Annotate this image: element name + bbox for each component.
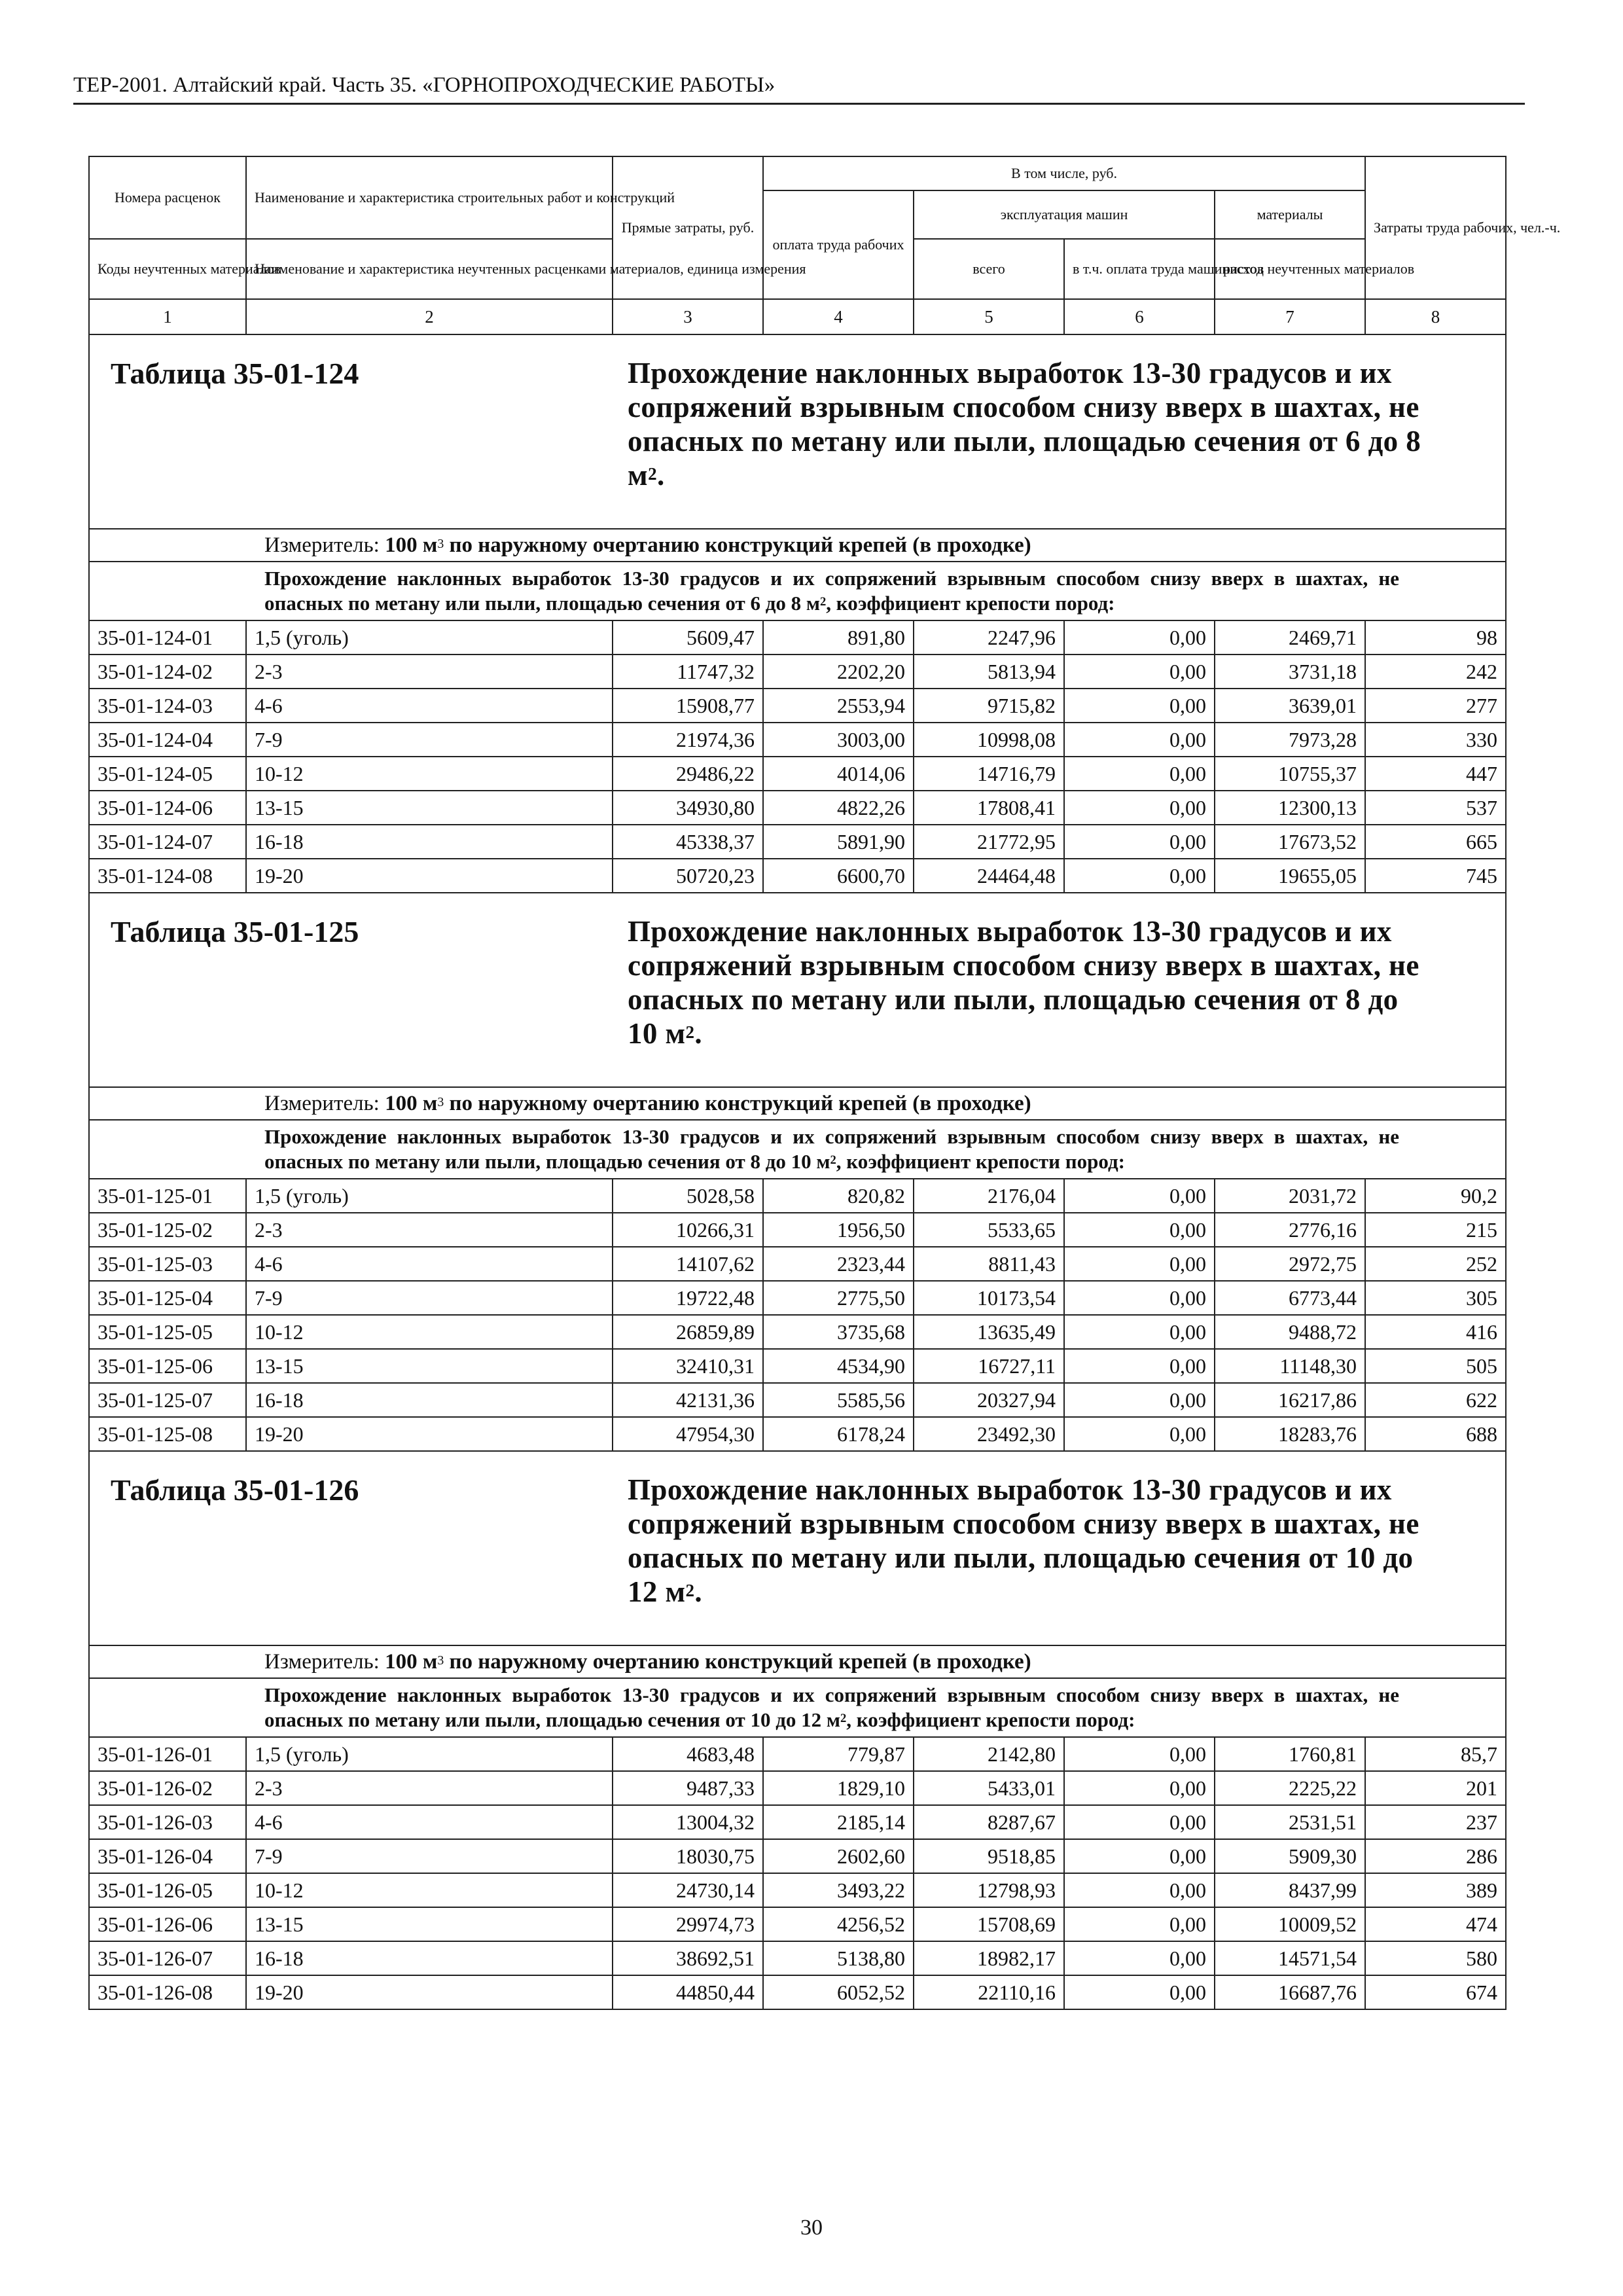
table-heading-end: . (656, 459, 665, 492)
description-sup: 2 (840, 1712, 847, 1725)
labor-hours: 277 (1365, 689, 1506, 723)
direct-costs: 29486,22 (613, 757, 763, 791)
table-row (89, 620, 1506, 655)
meter-sup: 3 (437, 1095, 444, 1109)
direct-costs: 10266,31 (613, 1213, 763, 1247)
description-text: Прохождение наклонных выработок 13-30 градусов и их сопряжений взрывным способом снизу вверх в шахтах, не опасных по метану или пыли, площадью сечения от 8 до 10 м (264, 1125, 1400, 1173)
machinist-wages: 0,00 (1064, 620, 1215, 655)
table-row (89, 1247, 1506, 1281)
machine-costs: 9715,82 (914, 689, 1064, 723)
machine-costs: 21772,95 (914, 825, 1064, 859)
meter-text: по наружному очертанию конструкций крепей (в проходке) (449, 533, 1031, 557)
machinist-wages: 0,00 (1064, 1349, 1215, 1383)
rate-code: 35-01-125-05 (89, 1315, 246, 1349)
work-description (98, 562, 1497, 620)
rate-code: 35-01-126-08 (89, 1975, 246, 2009)
table-title-row (89, 334, 1506, 529)
header-name-bottom: Наименование и характеристика неучтенных расценками материалов, единица измерения (246, 239, 613, 299)
direct-costs: 42131,36 (613, 1383, 763, 1417)
table-row (89, 1975, 1506, 2009)
labor-hours: 674 (1365, 1975, 1506, 2009)
unaccounted-materials: 2469,71 (1215, 620, 1365, 655)
labor-hours: 505 (1365, 1349, 1506, 1383)
table-heading-text: Прохождение наклонных выработок 13-30 градусов и их сопряжений взрывным способом снизу вверх в шахтах, не опасных по метану или пыли, площадью сечения от 10 до 12 м (628, 1473, 1419, 1608)
worker-wages: 1829,10 (763, 1771, 914, 1805)
rate-code: 35-01-125-04 (89, 1281, 246, 1315)
meter-sup: 3 (437, 1653, 444, 1668)
table-row (89, 1281, 1506, 1315)
unaccounted-materials: 5909,30 (1215, 1839, 1365, 1873)
rock-hardness: 4-6 (246, 1805, 613, 1839)
machine-costs: 22110,16 (914, 1975, 1064, 2009)
labor-hours: 85,7 (1365, 1737, 1506, 1771)
worker-wages: 5585,56 (763, 1383, 914, 1417)
rate-code: 35-01-126-01 (89, 1737, 246, 1771)
rock-hardness: 1,5 (уголь) (246, 1737, 613, 1771)
rate-code: 35-01-125-03 (89, 1247, 246, 1281)
rate-code: 35-01-124-04 (89, 723, 246, 757)
rate-code: 35-01-124-02 (89, 655, 246, 689)
unaccounted-materials: 7973,28 (1215, 723, 1365, 757)
labor-hours: 745 (1365, 859, 1506, 893)
rate-code: 35-01-124-07 (89, 825, 246, 859)
column-number: 2 (246, 299, 613, 334)
worker-wages: 2775,50 (763, 1281, 914, 1315)
machinist-wages: 0,00 (1064, 655, 1215, 689)
table-row (89, 859, 1506, 893)
worker-wages: 4534,90 (763, 1349, 914, 1383)
header-name-top: Наименование и характеристика строительных работ и конструкций (246, 156, 613, 239)
labor-hours: 201 (1365, 1771, 1506, 1805)
machine-costs: 20327,94 (914, 1383, 1064, 1417)
meter-value: 100 м (385, 533, 438, 557)
table-row (89, 1213, 1506, 1247)
table-row (89, 825, 1506, 859)
meter-line (98, 1088, 1497, 1119)
labor-hours: 688 (1365, 1417, 1506, 1451)
table-row (89, 1349, 1506, 1383)
machine-costs: 2247,96 (914, 620, 1064, 655)
unaccounted-materials: 2531,51 (1215, 1805, 1365, 1839)
machine-costs: 5433,01 (914, 1771, 1064, 1805)
machine-costs: 10998,08 (914, 723, 1064, 757)
rock-hardness: 16-18 (246, 825, 613, 859)
meter-line (98, 1646, 1497, 1677)
machinist-wages: 0,00 (1064, 1281, 1215, 1315)
machine-costs: 2176,04 (914, 1179, 1064, 1213)
machine-costs: 9518,85 (914, 1839, 1064, 1873)
labor-hours: 98 (1365, 620, 1506, 655)
table-row (89, 1805, 1506, 1839)
table-row (89, 1383, 1506, 1417)
worker-wages: 2602,60 (763, 1839, 914, 1873)
rock-hardness: 19-20 (246, 1417, 613, 1451)
labor-hours: 330 (1365, 723, 1506, 757)
direct-costs: 45338,37 (613, 825, 763, 859)
table-row (89, 1907, 1506, 1941)
machinist-wages: 0,00 (1064, 1383, 1215, 1417)
rock-hardness: 16-18 (246, 1941, 613, 1975)
worker-wages: 3735,68 (763, 1315, 914, 1349)
labor-hours: 537 (1365, 791, 1506, 825)
table-label: Таблица 35-01-125 (111, 915, 359, 948)
rock-hardness: 19-20 (246, 1975, 613, 2009)
unaccounted-materials: 10009,52 (1215, 1907, 1365, 1941)
worker-wages: 6052,52 (763, 1975, 914, 2009)
direct-costs: 11747,32 (613, 655, 763, 689)
rate-code: 35-01-125-07 (89, 1383, 246, 1417)
header-machinists-wages: в т.ч. оплата труда машинистов (1064, 239, 1215, 299)
worker-wages: 2323,44 (763, 1247, 914, 1281)
rate-code: 35-01-125-08 (89, 1417, 246, 1451)
unaccounted-materials: 11148,30 (1215, 1349, 1365, 1383)
rate-code: 35-01-126-07 (89, 1941, 246, 1975)
rate-code: 35-01-124-08 (89, 859, 246, 893)
column-number: 7 (1215, 299, 1365, 334)
unaccounted-materials: 18283,76 (1215, 1417, 1365, 1451)
rock-hardness: 10-12 (246, 757, 613, 791)
header-materials-group: материалы (1215, 190, 1365, 239)
direct-costs: 38692,51 (613, 1941, 763, 1975)
labor-hours: 215 (1365, 1213, 1506, 1247)
rock-hardness: 13-15 (246, 791, 613, 825)
meter-line (98, 529, 1497, 561)
column-number: 4 (763, 299, 914, 334)
rock-hardness: 4-6 (246, 689, 613, 723)
labor-hours: 389 (1365, 1873, 1506, 1907)
worker-wages: 5138,80 (763, 1941, 914, 1975)
rate-code: 35-01-124-01 (89, 620, 246, 655)
labor-hours: 665 (1365, 825, 1506, 859)
description-row (89, 1678, 1506, 1737)
rock-hardness: 2-3 (246, 1771, 613, 1805)
description-text: Прохождение наклонных выработок 13-30 градусов и их сопряжений взрывным способом снизу вверх в шахтах, не опасных по метану или пыли, площадью сечения от 10 до 12 м (264, 1683, 1400, 1731)
unaccounted-materials: 1760,81 (1215, 1737, 1365, 1771)
worker-wages: 2553,94 (763, 689, 914, 723)
table-row (89, 1179, 1506, 1213)
worker-wages: 4256,52 (763, 1907, 914, 1941)
machinist-wages: 0,00 (1064, 859, 1215, 893)
direct-costs: 13004,32 (613, 1805, 763, 1839)
direct-costs: 5609,47 (613, 620, 763, 655)
machine-costs: 24464,48 (914, 859, 1064, 893)
machine-costs: 23492,30 (914, 1417, 1064, 1451)
table-row (89, 1771, 1506, 1805)
direct-costs: 47954,30 (613, 1417, 763, 1451)
machinist-wages: 0,00 (1064, 1805, 1215, 1839)
unaccounted-materials: 2225,22 (1215, 1771, 1365, 1805)
table-row (89, 1941, 1506, 1975)
direct-costs: 19722,48 (613, 1281, 763, 1315)
table-row (89, 757, 1506, 791)
machinist-wages: 0,00 (1064, 1873, 1215, 1907)
rock-hardness: 13-15 (246, 1907, 613, 1941)
machine-costs: 13635,49 (914, 1315, 1064, 1349)
table-row (89, 1315, 1506, 1349)
table-title-block (98, 893, 1497, 1086)
unaccounted-materials: 16687,76 (1215, 1975, 1365, 2009)
direct-costs: 34930,80 (613, 791, 763, 825)
table-row (89, 723, 1506, 757)
machine-costs: 5813,94 (914, 655, 1064, 689)
running-head: ТЕР-2001. Алтайский край. Часть 35. «ГОРНОПРОХОДЧЕСКИЕ РАБОТЫ» (73, 73, 1525, 105)
worker-wages: 891,80 (763, 620, 914, 655)
machine-costs: 18982,17 (914, 1941, 1064, 1975)
unaccounted-materials: 12300,13 (1215, 791, 1365, 825)
table-row (89, 1839, 1506, 1873)
rate-code: 35-01-125-06 (89, 1349, 246, 1383)
rock-hardness: 7-9 (246, 1281, 613, 1315)
page-number: 30 (800, 2215, 823, 2240)
worker-wages: 1956,50 (763, 1213, 914, 1247)
direct-costs: 50720,23 (613, 859, 763, 893)
rate-code: 35-01-124-05 (89, 757, 246, 791)
table-label: Таблица 35-01-126 (111, 1473, 359, 1507)
table-row (89, 791, 1506, 825)
worker-wages: 3493,22 (763, 1873, 914, 1907)
column-number: 1 (89, 299, 246, 334)
column-number: 6 (1064, 299, 1215, 334)
labor-hours: 580 (1365, 1941, 1506, 1975)
description-sup: 2 (830, 1153, 836, 1167)
table-heading-text: Прохождение наклонных выработок 13-30 градусов и их сопряжений взрывным способом снизу вверх в шахтах, не опасных по метану или пыли, площадью сечения от 8 до 10 м (628, 915, 1419, 1050)
description-end: , коэффициент крепости пород: (826, 592, 1115, 615)
column-numbers-row (89, 299, 1506, 334)
machinist-wages: 0,00 (1064, 1975, 1215, 2009)
machinist-wages: 0,00 (1064, 1941, 1215, 1975)
description-end: , коэффициент крепости пород: (836, 1150, 1125, 1173)
meter-value: 100 м (385, 1092, 438, 1115)
rock-hardness: 2-3 (246, 655, 613, 689)
meter-prefix: Измеритель: (264, 1650, 380, 1674)
labor-hours: 622 (1365, 1383, 1506, 1417)
labor-hours: 474 (1365, 1907, 1506, 1941)
description-text: Прохождение наклонных выработок 13-30 градусов и их сопряжений взрывным способом снизу вверх в шахтах, не опасных по метану или пыли, площадью сечения от 6 до 8 м (264, 567, 1400, 615)
labor-hours: 252 (1365, 1247, 1506, 1281)
machine-costs: 2142,80 (914, 1737, 1064, 1771)
rate-code: 35-01-125-02 (89, 1213, 246, 1247)
machine-costs: 8287,67 (914, 1805, 1064, 1839)
unaccounted-materials: 10755,37 (1215, 757, 1365, 791)
worker-wages: 6600,70 (763, 859, 914, 893)
rock-hardness: 19-20 (246, 859, 613, 893)
table-heading-end: . (694, 1017, 703, 1050)
direct-costs: 24730,14 (613, 1873, 763, 1907)
rock-hardness: 4-6 (246, 1247, 613, 1281)
labor-hours: 447 (1365, 757, 1506, 791)
description-sup: 2 (820, 595, 827, 609)
machinist-wages: 0,00 (1064, 1179, 1215, 1213)
worker-wages: 2202,20 (763, 655, 914, 689)
table-row (89, 1873, 1506, 1907)
direct-costs: 5028,58 (613, 1179, 763, 1213)
meter-prefix: Измеритель: (264, 533, 380, 557)
unaccounted-materials: 19655,05 (1215, 859, 1365, 893)
meter-value: 100 м (385, 1650, 438, 1674)
rock-hardness: 7-9 (246, 1839, 613, 1873)
meter-prefix: Измеритель: (264, 1092, 380, 1115)
table-title-row (89, 1451, 1506, 1645)
machinist-wages: 0,00 (1064, 1737, 1215, 1771)
direct-costs: 15908,77 (613, 689, 763, 723)
direct-costs: 18030,75 (613, 1839, 763, 1873)
header-codes-top: Номера расценок (89, 156, 246, 239)
table-heading-text: Прохождение наклонных выработок 13-30 градусов и их сопряжений взрывным способом снизу вверх в шахтах, не опасных по метану или пыли, площадью сечения от 6 до 8 м (628, 357, 1421, 492)
table-heading-sup: 2 (685, 1581, 695, 1600)
description-row (89, 562, 1506, 620)
header-wages: оплата труда рабочих (763, 190, 914, 299)
worker-wages: 779,87 (763, 1737, 914, 1771)
meter-row (89, 1645, 1506, 1678)
rock-hardness: 13-15 (246, 1349, 613, 1383)
worker-wages: 5891,90 (763, 825, 914, 859)
unaccounted-materials: 9488,72 (1215, 1315, 1365, 1349)
worker-wages: 3003,00 (763, 723, 914, 757)
header-direct-costs: Прямые затраты, руб. (613, 156, 763, 299)
unaccounted-materials: 8437,99 (1215, 1873, 1365, 1907)
column-number: 5 (914, 299, 1064, 334)
unaccounted-materials: 6773,44 (1215, 1281, 1365, 1315)
rate-code: 35-01-124-06 (89, 791, 246, 825)
machine-costs: 17808,41 (914, 791, 1064, 825)
labor-hours: 286 (1365, 1839, 1506, 1873)
machine-costs: 8811,43 (914, 1247, 1064, 1281)
meter-text: по наружному очертанию конструкций крепей (в проходке) (449, 1650, 1031, 1674)
rate-code: 35-01-126-06 (89, 1907, 246, 1941)
rock-hardness: 1,5 (уголь) (246, 1179, 613, 1213)
machinist-wages: 0,00 (1064, 791, 1215, 825)
direct-costs: 44850,44 (613, 1975, 763, 2009)
description-row (89, 1120, 1506, 1179)
header-machines-total: всего (914, 239, 1064, 299)
description-end: , коэффициент крепости пород: (846, 1708, 1135, 1731)
column-number: 8 (1365, 299, 1506, 334)
rate-code: 35-01-126-05 (89, 1873, 246, 1907)
machine-costs: 16727,11 (914, 1349, 1064, 1383)
meter-sup: 3 (437, 537, 444, 551)
labor-hours: 416 (1365, 1315, 1506, 1349)
unaccounted-materials: 17673,52 (1215, 825, 1365, 859)
machinist-wages: 0,00 (1064, 1839, 1215, 1873)
machine-costs: 15708,69 (914, 1907, 1064, 1941)
header-machines-group: эксплуатация машин (914, 190, 1215, 239)
table-row (89, 655, 1506, 689)
machinist-wages: 0,00 (1064, 1315, 1215, 1349)
labor-hours: 242 (1365, 655, 1506, 689)
direct-costs: 29974,73 (613, 1907, 763, 1941)
meter-row (89, 1087, 1506, 1120)
header-materials-unaccounted: расход неучтенных материалов (1215, 239, 1365, 299)
direct-costs: 26859,89 (613, 1315, 763, 1349)
table-row (89, 1737, 1506, 1771)
machinist-wages: 0,00 (1064, 1771, 1215, 1805)
table-row (89, 689, 1506, 723)
table-title-row (89, 893, 1506, 1087)
machine-costs: 14716,79 (914, 757, 1064, 791)
unaccounted-materials: 14571,54 (1215, 1941, 1365, 1975)
machinist-wages: 0,00 (1064, 757, 1215, 791)
rate-code: 35-01-126-03 (89, 1805, 246, 1839)
machinist-wages: 0,00 (1064, 1213, 1215, 1247)
header-including-group: В том числе, руб. (763, 156, 1365, 190)
machine-costs: 5533,65 (914, 1213, 1064, 1247)
table-title-block (98, 1452, 1497, 1645)
table-heading-end: . (694, 1575, 703, 1608)
table-heading (628, 914, 1426, 1050)
rate-code: 35-01-126-04 (89, 1839, 246, 1873)
worker-wages: 820,82 (763, 1179, 914, 1213)
rock-hardness: 10-12 (246, 1315, 613, 1349)
unaccounted-materials: 2776,16 (1215, 1213, 1365, 1247)
unaccounted-materials: 2031,72 (1215, 1179, 1365, 1213)
table-row (89, 1417, 1506, 1451)
table-heading-sup: 2 (685, 1022, 695, 1042)
unaccounted-materials: 2972,75 (1215, 1247, 1365, 1281)
meter-text: по наружному очертанию конструкций крепей (в проходке) (449, 1092, 1031, 1115)
rock-hardness: 1,5 (уголь) (246, 620, 613, 655)
direct-costs: 32410,31 (613, 1349, 763, 1383)
labor-hours: 305 (1365, 1281, 1506, 1315)
worker-wages: 6178,24 (763, 1417, 914, 1451)
rate-code: 35-01-126-02 (89, 1771, 246, 1805)
table-title-block (98, 335, 1497, 528)
worker-wages: 2185,14 (763, 1805, 914, 1839)
direct-costs: 14107,62 (613, 1247, 763, 1281)
machinist-wages: 0,00 (1064, 689, 1215, 723)
machinist-wages: 0,00 (1064, 1417, 1215, 1451)
column-number: 3 (613, 299, 763, 334)
labor-hours: 90,2 (1365, 1179, 1506, 1213)
direct-costs: 21974,36 (613, 723, 763, 757)
work-description (98, 1121, 1497, 1178)
meter-row (89, 529, 1506, 562)
rate-code: 35-01-124-03 (89, 689, 246, 723)
work-description (98, 1679, 1497, 1736)
machinist-wages: 0,00 (1064, 1247, 1215, 1281)
rate-code: 35-01-125-01 (89, 1179, 246, 1213)
table-heading (628, 1473, 1426, 1609)
rock-hardness: 10-12 (246, 1873, 613, 1907)
machine-costs: 10173,54 (914, 1281, 1064, 1315)
table-label: Таблица 35-01-124 (111, 357, 359, 390)
labor-hours: 237 (1365, 1805, 1506, 1839)
direct-costs: 9487,33 (613, 1771, 763, 1805)
direct-costs: 4683,48 (613, 1737, 763, 1771)
header-labor-costs: Затраты труда рабочих, чел.-ч. (1365, 156, 1506, 299)
machinist-wages: 0,00 (1064, 825, 1215, 859)
unaccounted-materials: 16217,86 (1215, 1383, 1365, 1417)
unaccounted-materials: 3731,18 (1215, 655, 1365, 689)
rock-hardness: 2-3 (246, 1213, 613, 1247)
table-heading-sup: 2 (648, 464, 657, 484)
unaccounted-materials: 3639,01 (1215, 689, 1365, 723)
rock-hardness: 16-18 (246, 1383, 613, 1417)
table-heading (628, 356, 1426, 492)
worker-wages: 4822,26 (763, 791, 914, 825)
machine-costs: 12798,93 (914, 1873, 1064, 1907)
machinist-wages: 0,00 (1064, 1907, 1215, 1941)
rates-table (88, 156, 1561, 2010)
worker-wages: 4014,06 (763, 757, 914, 791)
header-codes-bottom: Коды неучтенных материалов (89, 239, 246, 299)
machinist-wages: 0,00 (1064, 723, 1215, 757)
rock-hardness: 7-9 (246, 723, 613, 757)
